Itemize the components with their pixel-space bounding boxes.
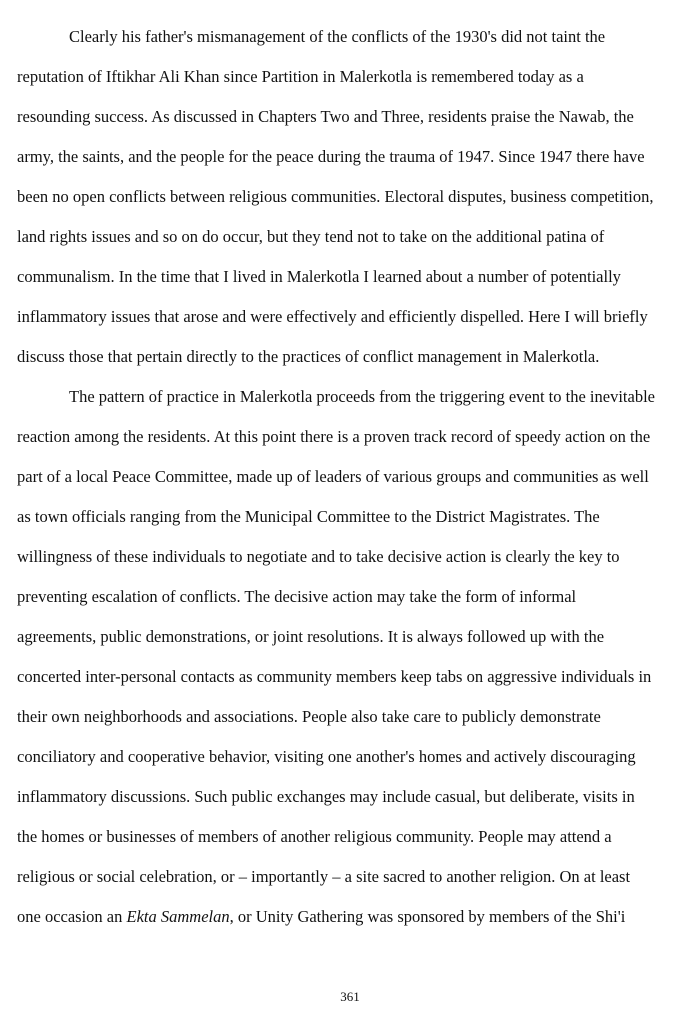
text-line: preventing escalation of conflicts. The decisive action may take the form of informal [17,587,577,606]
text-line [17,902,693,942]
text-line: communalism. In the time that I lived in Malerkotla I learned about a number of potentially [17,267,621,286]
text-line: reputation of Iftikhar Ali Khan since Partition in Malerkotla is remembered today as a [17,67,584,86]
text-line: Clearly his father's mismanagement of the conflicts of the 1930's did not taint the [69,27,606,46]
text-line: discuss those that pertain directly to the practices of conflict management in Malerkotla. [17,347,600,366]
text-line: resounding success. As discussed in Chapters Two and Three, residents praise the Nawab, the [17,107,634,126]
text-line: religious or social celebration, or – importantly – a site sacred to another religion. On at least [17,867,631,886]
text-line: conciliatory and cooperative behavior, visiting one another's homes and actively discouraging [17,747,636,766]
text-line: land rights issues and so on do occur, but they tend not to take on the additional patina of [17,227,605,246]
body-text [17,22,693,942]
text-line: their own neighborhoods and associations. People also take care to publicly demonstrate [17,707,601,726]
text-line: reaction among the residents. At this point there is a proven track record of speedy action on the [17,427,651,446]
text-line: agreements, public demonstrations, or joint resolutions. It is always followed up with the [17,627,605,646]
text-line: as town officials ranging from the Municipal Committee to the District Magistrates. The [17,507,600,526]
text-line: been no open conflicts between religious communities. Electoral disputes, business competition, [17,187,654,206]
text-line: concerted inter-personal contacts as community members keep tabs on aggressive individuals in [17,667,652,686]
italic-term: Ekta Sammelan [126,907,230,926]
text-line: The pattern of practice in Malerkotla proceeds from the triggering event to the inevitable [69,387,655,406]
text-line: army, the saints, and the people for the peace during the trauma of 1947. Since 1947 there have [17,147,645,166]
text-line-start: one occasion an [17,907,127,926]
text-line: inflammatory issues that arose and were effectively and efficiently dispelled. Here I will briefly [17,307,648,326]
text-line: inflammatory discussions. Such public exchanges may include casual, but deliberate, visits in [17,787,635,806]
text-line-end: , or Unity Gathering was sponsored by members of the Shi'i [229,907,626,926]
text-line: part of a local Peace Committee, made up of leaders of various groups and communities as well [17,467,649,486]
page-number: 361 [340,989,360,1004]
text-line: willingness of these individuals to negotiate and to take decisive action is clearly the key to [17,547,620,566]
text-line: the homes or businesses of members of another religious community. People may attend a [17,827,612,846]
